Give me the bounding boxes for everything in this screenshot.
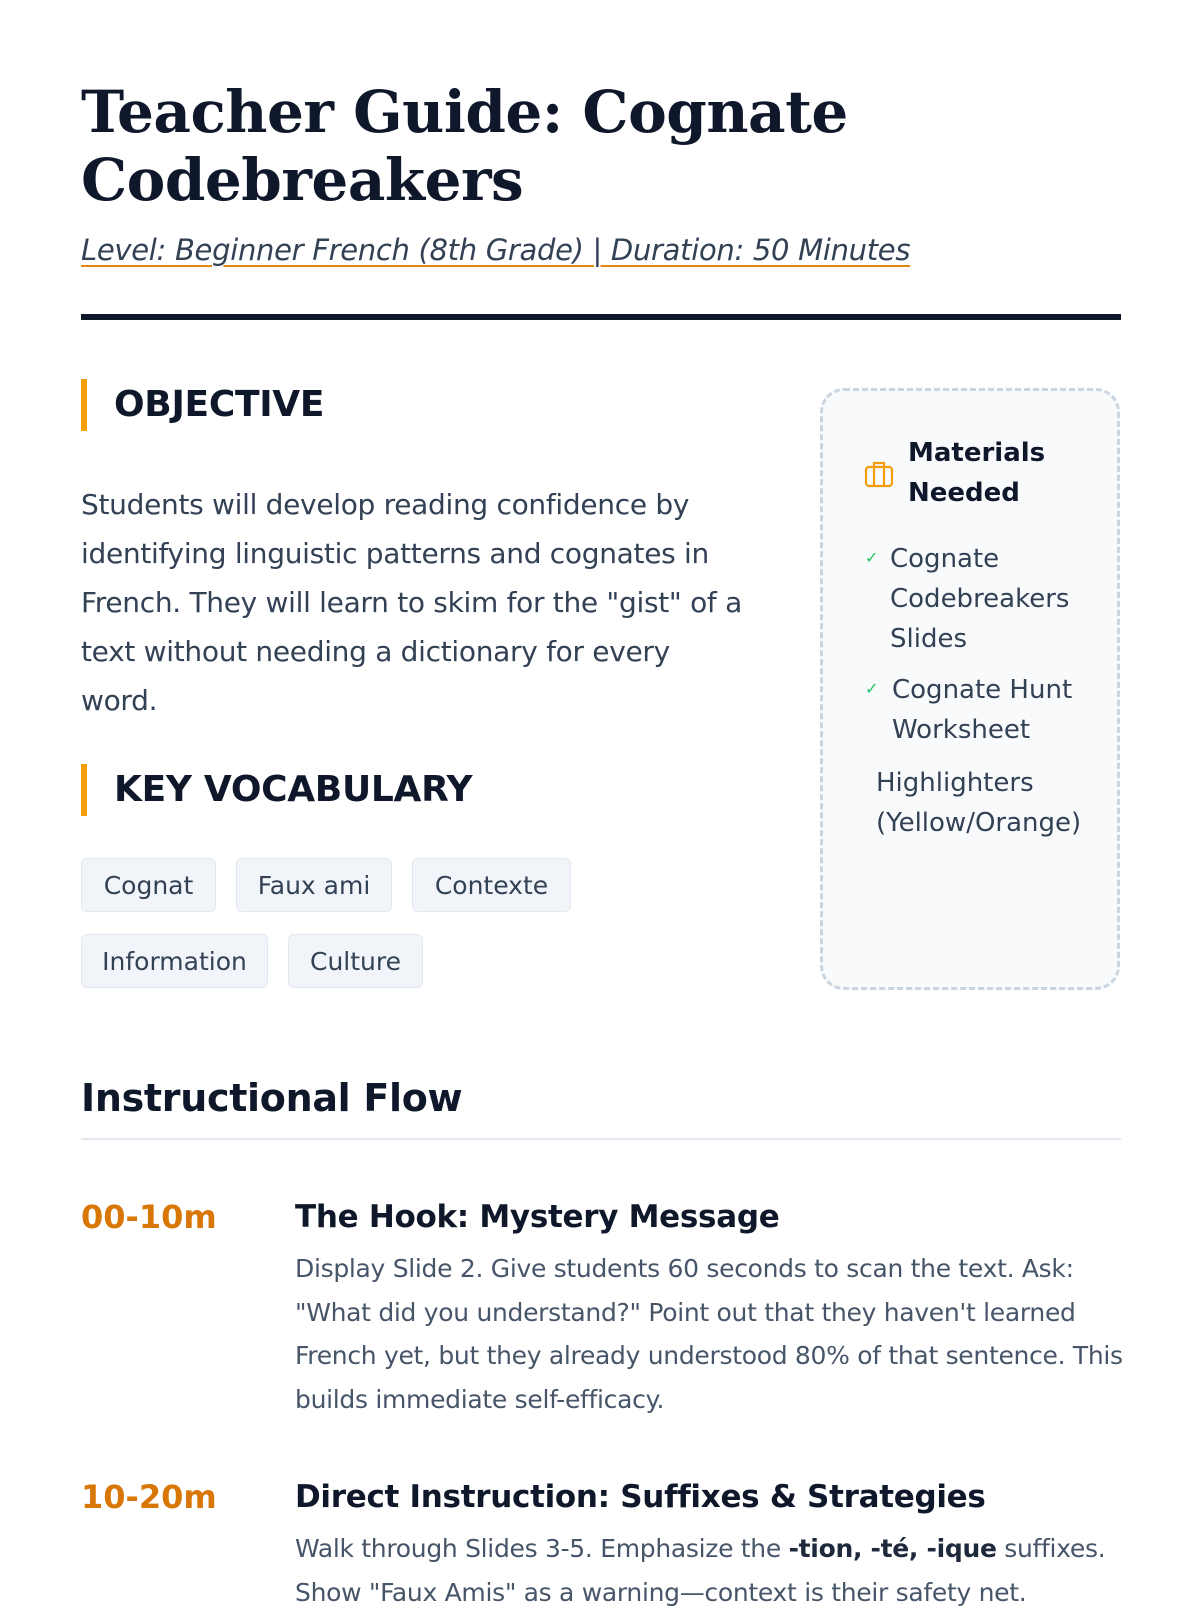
step-description-text: Walk through Slides 3-5. Emphasize the xyxy=(295,1534,789,1563)
vocabulary-chip: Cognat xyxy=(81,858,216,912)
step-description xyxy=(295,1527,1125,1614)
briefcase-icon xyxy=(864,459,894,489)
vocabulary-heading: KEY VOCABULARY xyxy=(81,764,472,816)
objective-heading: OBJECTIVE xyxy=(81,379,324,431)
flow-divider xyxy=(81,1138,1121,1140)
step-description: Display Slide 2. Give students 60 seconds to scan the text. Ask: "What did you understand?" Point out that they haven't learned French yet, but they already understood 80% of that sentence. This builds immediate self-efficacy. xyxy=(295,1254,1123,1414)
suffix-highlight: -tion, -té, -ique xyxy=(788,1534,997,1563)
vocabulary-chip: Faux ami xyxy=(236,858,392,912)
material-item: Cognate Hunt Worksheet xyxy=(892,675,1073,745)
step-title: The Hook: Mystery Message xyxy=(295,1199,780,1235)
step-time: 00-10m xyxy=(81,1198,217,1236)
check-icon: ✓ xyxy=(865,548,879,567)
lesson-meta: Level: Beginner French (8th Grade) | Duration: 50 Minutes xyxy=(81,233,911,267)
material-item: Highlighters (Yellow/Orange) xyxy=(876,768,1082,838)
step-time: 10-20m xyxy=(81,1478,217,1516)
vocabulary-chip: Contexte xyxy=(412,858,571,912)
header-divider xyxy=(81,314,1121,320)
step-description-text: suffixes. Show "Faux Amis" as a warning—context is their safety net. xyxy=(295,1534,1106,1607)
page-title: Teacher Guide: Cognate Codebreakers xyxy=(81,78,848,214)
instructional-flow-title: Instructional Flow xyxy=(81,1076,463,1120)
material-item: Cognate Codebreakers Slides xyxy=(890,544,1070,654)
check-icon: ✓ xyxy=(865,679,879,698)
vocabulary-chip: Information xyxy=(81,934,268,988)
vocabulary-chip: Culture xyxy=(288,934,423,988)
step-title: Direct Instruction: Suffixes & Strategies xyxy=(295,1479,986,1515)
materials-panel xyxy=(820,388,1120,990)
objective-text: Students will develop reading confidence by identifying linguistic patterns and cognates in French. They will learn to skim for the "gist" of a text without needing a dictionary for every word. xyxy=(81,488,742,717)
materials-title: Materials Needed xyxy=(908,438,1046,508)
